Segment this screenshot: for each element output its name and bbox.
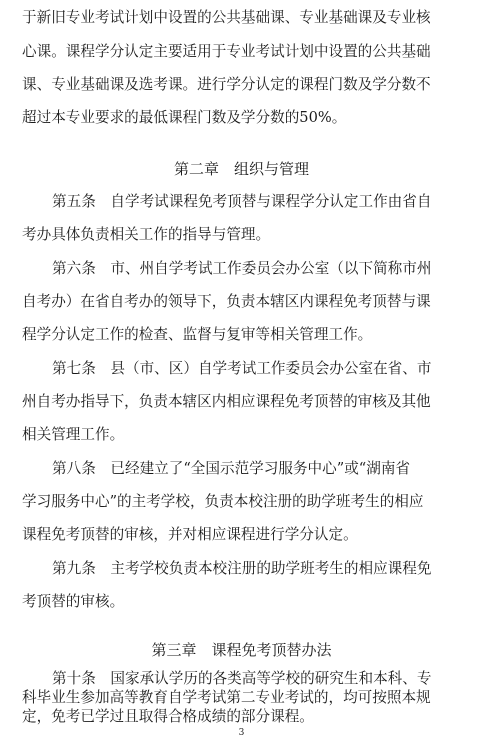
- article-10-line: 第十条 国家承认学历的各类高等学校的研究生和本科、专: [52, 670, 432, 687]
- article-7-line: 州自考办指导下，负责本辖区内相应课程免考顶替的审核及其他: [22, 393, 431, 410]
- article-9-line: 第九条 主考学校负责本校注册的助学班考生的相应课程免: [52, 560, 432, 577]
- article-8-line: 学习服务中心”的主考学校，负责本校注册的助学班考生的相应: [22, 493, 424, 510]
- text-line: 超过本专业要求的最低课程门数及学分数的50%。: [22, 109, 347, 126]
- article-7-line: 相关管理工作。: [22, 426, 125, 443]
- text-line: 于新旧专业考试计划中设置的公共基础课、专业基础课及专业核: [22, 9, 431, 26]
- article-6-line: 程学分认定工作的检查、监督与复审等相关管理工作。: [22, 326, 373, 343]
- article-6-line: 自考办）在省自考办的领导下，负责本辖区内课程免考顶替与课: [22, 293, 431, 310]
- article-8-line: 第八条 已经建立了“全国示范学习服务中心”或“湖南省: [52, 460, 411, 477]
- article-5-line: 第五条 自学考试课程免考顶替与课程学分认定工作由省自: [52, 193, 432, 210]
- article-5-line: 考办具体负责相关工作的指导与管理。: [22, 226, 271, 243]
- chapter-heading: 第三章 课程免考顶替办法: [151, 641, 332, 659]
- article-6-line: 第六条 市、州自学考试工作委员会办公室（以下简称市州: [52, 260, 432, 277]
- article-8-line: 课程免考顶替的审核，并对相应课程进行学分认定。: [22, 526, 358, 543]
- page-number: 3: [238, 728, 245, 738]
- article-10-line: 科毕业生参加高等教育自学考试第二专业考试的，均可按照本规: [22, 689, 431, 706]
- article-9-line: 考顶替的审核。: [22, 593, 125, 610]
- chapter-heading: 第二章 组织与管理: [173, 160, 309, 178]
- article-10-line: 定，免考已学过且取得合格成绩的部分课程。: [22, 708, 314, 725]
- article-7-line: 第七条 县（市、区）自学考试工作委员会办公室在省、市: [52, 360, 432, 377]
- text-line: 心课。课程学分认定主要适用于专业考试计划中设置的公共基础: [22, 43, 431, 60]
- text-line: 课、专业基础课及选考课。进行学分认定的课程门数及学分数不: [22, 76, 431, 93]
